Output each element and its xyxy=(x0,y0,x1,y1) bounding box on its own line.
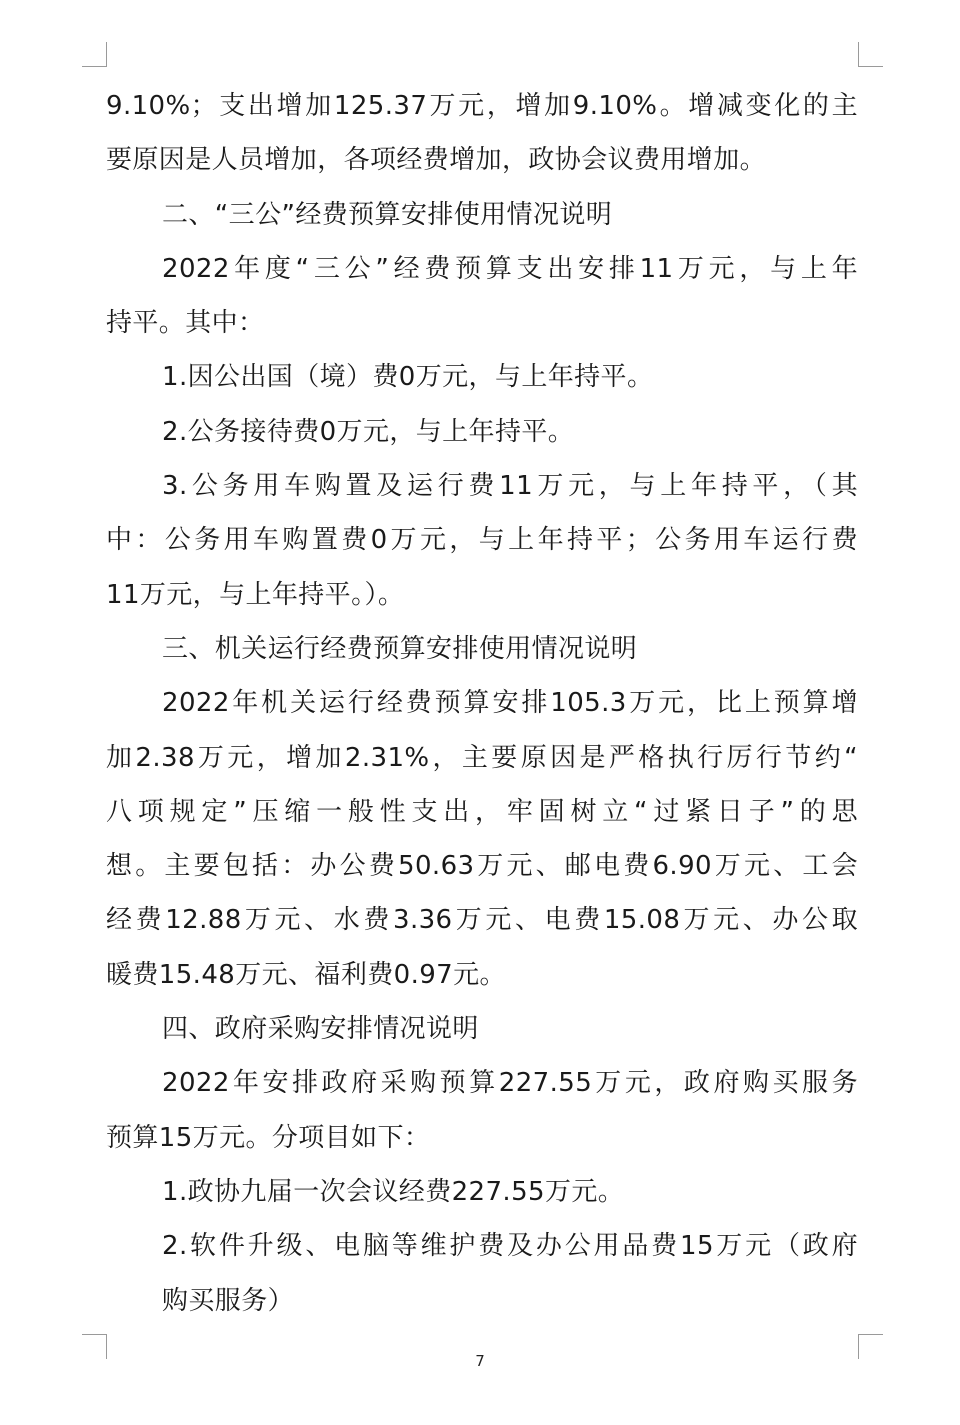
document-body xyxy=(106,79,858,1328)
section-heading-san-gong: 二、“三公”经费预算安排使用情况说明 xyxy=(162,199,613,230)
crop-mark-top-right xyxy=(858,42,883,67)
list-item-line: 1.因公出国（境）费0万元，与上年持平。 xyxy=(162,362,654,393)
body-text-line: 八项规定”压缩一般性支出，牢固树立“过紧日子”的思 xyxy=(106,796,858,827)
body-text-line: 经费12.88万元、水费3.36万元、电费15.08万元、办公取 xyxy=(106,905,858,936)
list-item-line: 2.软件升级、电脑等维护费及办公用品费15万元（政府 xyxy=(162,1231,858,1262)
body-text-line: 加2.38万元，增加2.31%，主要原因是严格执行厉行节约“ xyxy=(106,742,858,773)
list-item-line: 1.政协九届一次会议经费227.55万元。 xyxy=(162,1176,625,1207)
list-item-line: 购买服务） xyxy=(162,1285,295,1316)
list-item-line: 3.公务用车购置及运行费11万元，与上年持平，（其 xyxy=(162,471,858,502)
crop-mark-top-left xyxy=(82,42,107,67)
body-text-line: 想。主要包括：办公费50.63万元、邮电费6.90万元、工会 xyxy=(106,851,858,882)
body-text-line: 9.10%；支出增加125.37万元，增加9.10%。增减变化的主 xyxy=(106,91,858,121)
list-item-line: 2.公务接待费0万元，与上年持平。 xyxy=(162,416,575,447)
body-text-line: 持平。其中： xyxy=(106,308,265,339)
body-text-line: 2022年度“三公”经费预算支出安排11万元，与上年 xyxy=(162,253,858,284)
list-item-line: 中：公务用车购置费0万元，与上年持平；公务用车运行费 xyxy=(106,525,858,556)
section-heading-procurement: 四、政府采购安排情况说明 xyxy=(162,1014,479,1045)
body-text-line: 2022年机关运行经费预算安排105.3万元，比上预算增 xyxy=(162,688,858,719)
body-text-line: 预算15万元。分项目如下： xyxy=(106,1122,431,1153)
section-heading-operating-funds: 三、机关运行经费预算安排使用情况说明 xyxy=(162,633,638,664)
body-text-line: 暖费15.48万元、福利费0.97元。 xyxy=(106,959,506,990)
body-text-line: 2022年安排政府采购预算227.55万元，政府购买服务 xyxy=(162,1068,858,1099)
page-number: 7 xyxy=(475,1352,485,1370)
list-item-line: 11万元，与上年持平。）。 xyxy=(106,579,405,610)
body-text-line: 要原因是人员增加，各项经费增加，政协会议费用增加。 xyxy=(106,145,767,176)
